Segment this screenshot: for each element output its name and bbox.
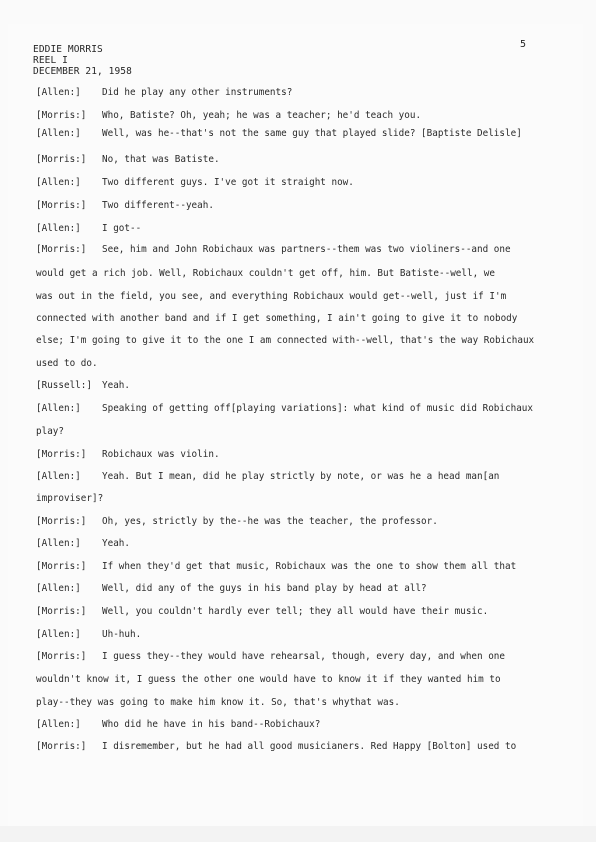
transcript-line: [36, 154, 220, 166]
transcript-line: [36, 561, 516, 573]
utterance-text: used to do.: [36, 358, 98, 369]
speaker-label: [Russell:]: [36, 380, 92, 391]
speaker-label: [Allen:]: [36, 471, 81, 482]
utterance-text: else; I'm going to give it to the one I am connected with--well, that's the way Robichaux: [36, 335, 535, 346]
utterance-text: Well, you couldn't hardly ever tell; they all would have their music.: [102, 606, 489, 617]
utterance-text: Yeah.: [102, 538, 130, 549]
transcript-line: [36, 291, 506, 303]
utterance-text: Two different guys. I've got it straight now.: [102, 177, 354, 188]
speaker-label: [Morris:]: [36, 741, 87, 752]
transcript-line: [36, 741, 516, 753]
transcript-line: [36, 629, 141, 641]
speaker-label: [Allen:]: [36, 538, 81, 549]
transcript-line: [36, 493, 103, 505]
transcript-line: [36, 223, 141, 235]
page-number: 5: [520, 39, 527, 50]
transcript-line: [36, 110, 421, 122]
speaker-label: [Morris:]: [36, 244, 87, 255]
speaker-label: [Morris:]: [36, 651, 87, 662]
utterance-text: play--they was going to make him know it. So, that's whythat was.: [36, 697, 400, 708]
transcript-line: [36, 606, 488, 618]
scan-bottom-strip: [0, 826, 596, 842]
utterance-text: Robichaux was violin.: [102, 449, 220, 460]
speaker-label: [Allen:]: [36, 403, 81, 414]
utterance-text: improviser]?: [36, 493, 104, 504]
utterance-text: would get a rich job. Well, Robichaux couldn't get off, him. But Batiste--well, we: [36, 268, 495, 279]
utterance-text: Oh, yes, strictly by the--he was the teacher, the professor.: [102, 516, 438, 527]
utterance-text: Uh-huh.: [102, 629, 142, 640]
transcript-line: [36, 449, 220, 461]
speaker-label: [Allen:]: [36, 128, 81, 139]
reel-label: REEL I: [33, 55, 68, 66]
speaker-label: [Allen:]: [36, 177, 81, 188]
interview-date: DECEMBER 21, 1958: [33, 66, 132, 77]
speaker-label: [Morris:]: [36, 449, 87, 460]
transcript-line: [36, 426, 64, 438]
utterance-text: Well, was he--that's not the same guy that played slide? [Baptiste Delisle]: [102, 128, 522, 139]
utterance-text: play?: [36, 426, 64, 437]
speaker-label: [Morris:]: [36, 154, 87, 165]
speaker-label: [Morris:]: [36, 561, 87, 572]
utterance-text: Yeah. But I mean, did he play strictly by note, or was he a head man[an: [102, 471, 500, 482]
transcript-line: [36, 200, 214, 212]
transcript-line: [36, 335, 534, 347]
speaker-label: [Allen:]: [36, 583, 81, 594]
transcript-line: [36, 268, 495, 280]
interviewee-name: EDDIE MORRIS: [33, 44, 103, 55]
utterance-text: Who did he have in his band--Robichaux?: [102, 719, 321, 730]
speaker-label: [Morris:]: [36, 606, 87, 617]
transcript-line: [36, 674, 501, 686]
utterance-text: I got--: [102, 223, 142, 234]
speaker-label: [Allen:]: [36, 87, 81, 98]
utterance-text: If when they'd get that music, Robichaux was the one to show them all that: [102, 561, 517, 572]
utterance-text: I guess they--they would have rehearsal, though, every day, and when one: [102, 651, 505, 662]
utterance-text: was out in the field, you see, and everything Robichaux would get--well, just if I'm: [36, 291, 507, 302]
speaker-label: [Allen:]: [36, 223, 81, 234]
transcript-line: [36, 538, 130, 550]
transcript-line: [36, 358, 98, 370]
speaker-label: [Morris:]: [36, 200, 87, 211]
transcript-line: [36, 177, 354, 189]
transcript-line: [36, 516, 438, 528]
utterance-text: See, him and John Robichaux was partners--them was two violiners--and one: [102, 244, 511, 255]
transcript-line: [36, 583, 427, 595]
transcript-line: [36, 128, 522, 140]
speaker-label: [Allen:]: [36, 629, 81, 640]
utterance-text: Who, Batiste? Oh, yeah; he was a teacher; he'd teach you.: [102, 110, 422, 121]
transcript-line: [36, 380, 130, 392]
utterance-text: Speaking of getting off[playing variations]: what kind of music did Robichaux: [102, 403, 533, 414]
transcript-line: [36, 87, 292, 99]
utterance-text: Well, did any of the guys in his band play by head at all?: [102, 583, 427, 594]
speaker-label: [Morris:]: [36, 110, 87, 121]
utterance-text: connected with another band and if I get something, I ain't going to give it to nobody: [36, 313, 518, 324]
transcript-line: [36, 471, 499, 483]
utterance-text: No, that was Batiste.: [102, 154, 220, 165]
transcript-line: [36, 403, 533, 415]
transcript-line: [36, 313, 517, 325]
utterance-text: I disremember, but he had all good musicianers. Red Happy [Bolton] used to: [102, 741, 517, 752]
transcript-line: [36, 697, 400, 709]
utterance-text: wouldn't know it, I guess the other one would have to know it if they wanted him to: [36, 674, 501, 685]
speaker-label: [Morris:]: [36, 516, 87, 527]
transcript-line: [36, 651, 505, 663]
utterance-text: Two different--yeah.: [102, 200, 214, 211]
transcript-line: [36, 719, 320, 731]
utterance-text: Yeah.: [102, 380, 130, 391]
speaker-label: [Allen:]: [36, 719, 81, 730]
transcript-line: [36, 244, 511, 256]
utterance-text: Did he play any other instruments?: [102, 87, 293, 98]
